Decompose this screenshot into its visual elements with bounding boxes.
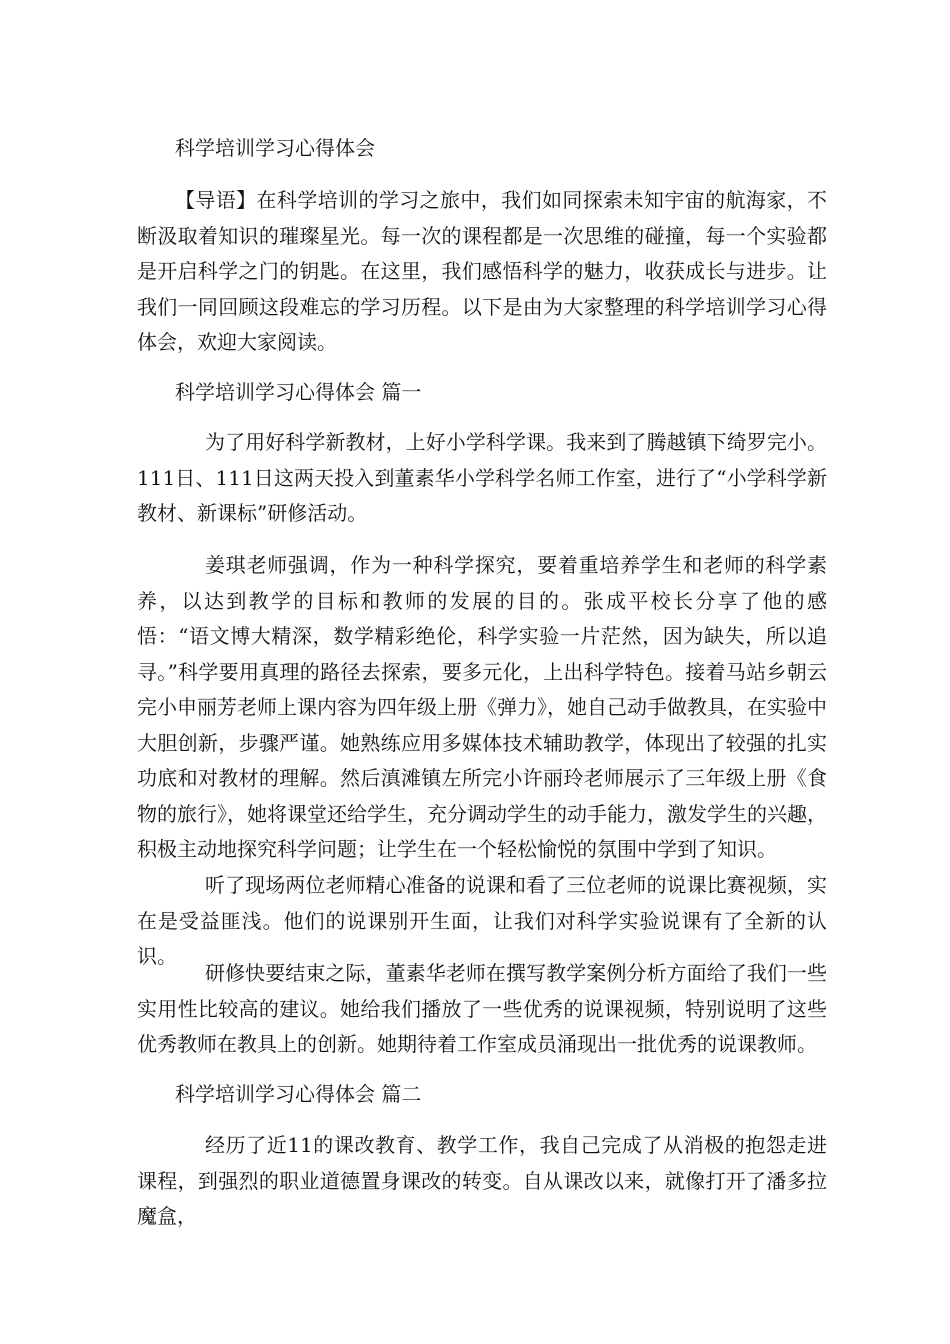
section-one-paragraph-3: 听了现场两位老师精心准备的说课和看了三位老师的说课比赛视频，实在是受益匪浅。他们的说课别开生面，让我们对科学实验说课有了全新的认识。 xyxy=(137,873,827,968)
section-one-paragraph-2: 姜琪老师强调，作为一种科学探究，要着重培养学生和老师的科学素养，以达到教学的目标和教师的发展的目的。张成平校长分享了他的感悟：“语文博大精深，数学精彩绝伦，科学实验一片茫然，因为缺失，所以追寻。”科学要用真理的路径去探索，要多元化，上出科学特色。接着马站乡朝云完小申丽芳老师上课内容为四年级上册《弹力》，她自己动手做教具，在实验中大胆创新，步骤严谨。她熟练应用多媒体技术辅助教学，体现出了较强的扎实功底和对教材的理解。然后滇滩镇左所完小许丽玲老师展示了三年级上册《食物的旅行》，她将课堂还给学生，充分调动学生的动手能力，激发学生的兴趣，积极主动地探究科学问题；让学生在一个轻松愉悦的氛围中学到了知识。 xyxy=(137,553,827,861)
section-one-paragraph-4: 研修快要结束之际，董素华老师在撰写教学案例分析方面给了我们一些实用性比较高的建议。她给我们播放了一些优秀的说课视频，特别说明了这些优秀教师在教具上的创新。她期待着工作室成员涌现出一批优秀的说课教师。 xyxy=(137,961,827,1056)
section-two-title: 科学培训学习心得体会 篇二 xyxy=(175,1082,422,1106)
section-two-paragraph-1: 经历了近11的课改教育、教学工作，我自己完成了从消极的抱怨走进课程，到强烈的职业道德置身课改的转变。自从课改以来，就像打开了潘多拉魔盒， xyxy=(137,1133,827,1228)
intro-paragraph: 【导语】在科学培训的学习之旅中，我们如同探索未知宇宙的航海家，不断汲取着知识的璀璨星光。每一次的课程都是一次思维的碰撞，每一个实验都是开启科学之门的钥匙。在这里，我们感悟科学的魅力，收获成长与进步。让我们一同回顾这段难忘的学习历程。以下是由为大家整理的科学培训学习心得体会，欢迎大家阅读。 xyxy=(137,188,827,354)
document-title: 科学培训学习心得体会 xyxy=(175,136,375,160)
section-one-title: 科学培训学习心得体会 篇一 xyxy=(175,380,422,404)
section-one-paragraph-1: 为了用好科学新教材，上好小学科学课。我来到了腾越镇下绮罗完小。111日、111日这两天投入到董素华小学科学名师工作室，进行了“小学科学新教材、新课标”研修活动。 xyxy=(137,430,827,525)
